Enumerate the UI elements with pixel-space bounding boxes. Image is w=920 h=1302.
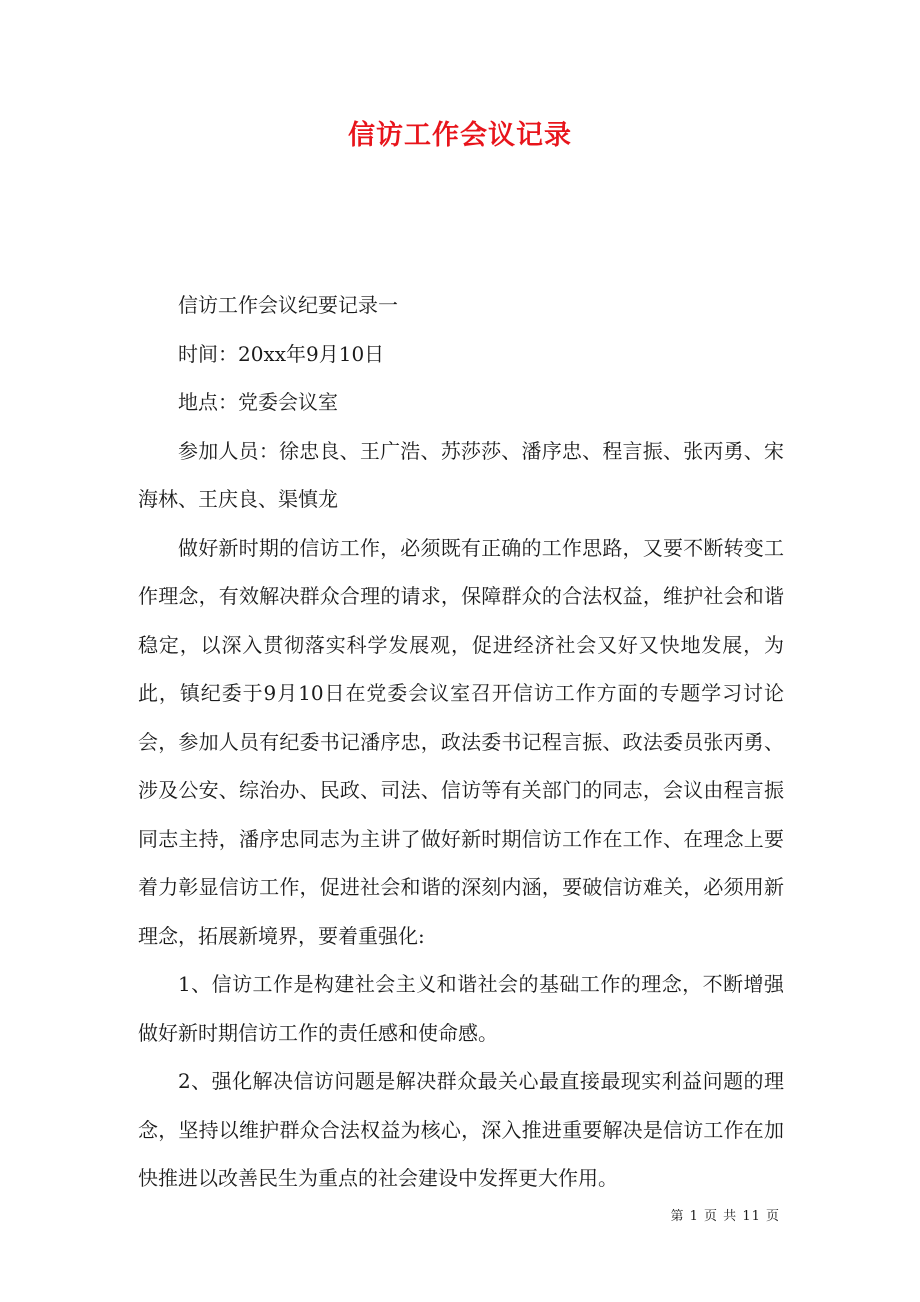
- list-item-1: 1、信访工作是构建社会主义和谐社会的基础工作的理念，不断增强做好新时期信访工作的责任感和使命感。: [138, 972, 784, 1045]
- list-item-2: 2、强化解决信访问题是解决群众最关心最直接最现实利益问题的理念，坚持以维护群众合法权益为核心，深入推进重要解决是信访工作在加快推进以改善民生为重点的社会建设中发挥更大作用。: [138, 1069, 784, 1190]
- meeting-location: 地点：党委会议室: [178, 390, 338, 414]
- document-body: [138, 281, 784, 1203]
- meeting-time: 时间：20xx年9月10日: [178, 341, 385, 366]
- document-title: 信访工作会议记录: [348, 120, 572, 151]
- subtitle-paragraph: 信访工作会议纪要记录一: [178, 293, 398, 317]
- meeting-attendees: 参加人员：徐忠良、王广浩、苏莎莎、潘序忠、程言振、张丙勇、宋海林、王庆良、渠慎龙: [138, 438, 784, 511]
- page-number-footer: 第 1 页 共 11 页: [670, 1209, 780, 1224]
- body-paragraph: 做好新时期的信访工作，必须既有正确的工作思路，又要不断转变工作理念，有效解决群众合理的请求，保障群众的合法权益，维护社会和谐稳定，以深入贯彻落实科学发展观，促进经济社会又好又快地发展，为此，镇纪委于9月10日在党委会议室召开信访工作方面的专题学习讨论会，参加人员有纪委书记潘序忠，政法委书记程言振、政法委员张丙勇、涉及公安、综治办、民政、司法、信访等有关部门的同志，会议由程言振同志主持，潘序忠同志为主讲了做好新时期信访工作在工作、在理念上要着力彰显信访工作，促进社会和谐的深刻内涵，要破信访难关，必须用新理念，拓展新境界，要着重强化:: [138, 535, 784, 948]
